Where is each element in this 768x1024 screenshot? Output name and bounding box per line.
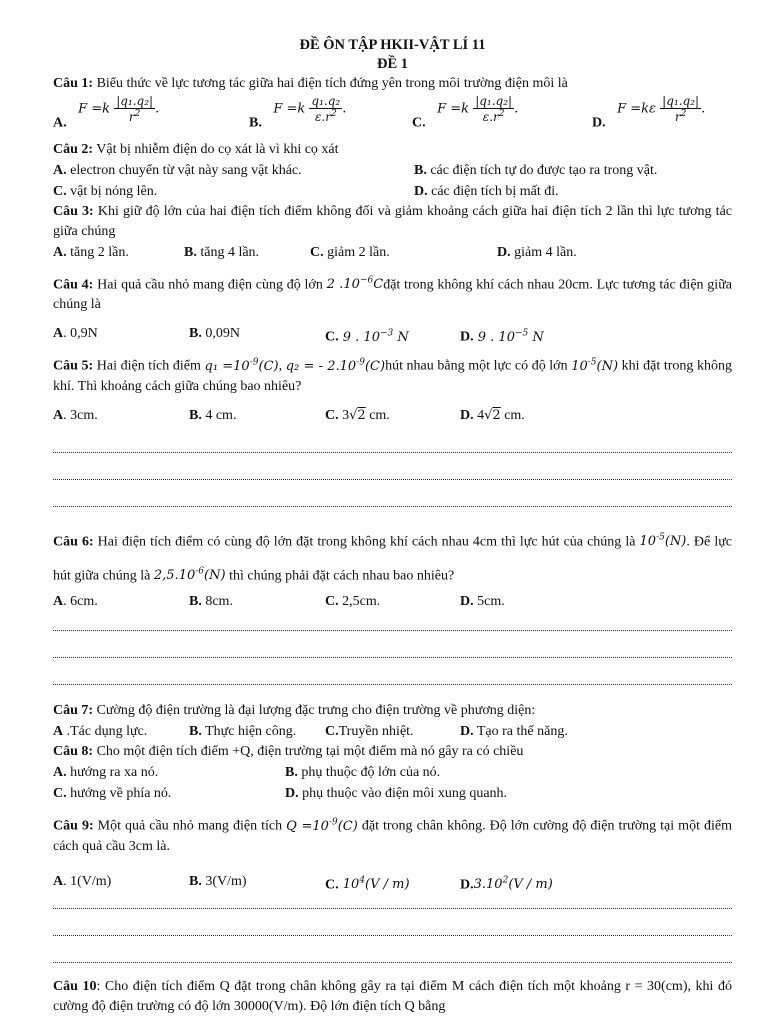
option-6c[interactable]: C. 2,5cm.	[325, 594, 381, 610]
option-7d[interactable]: D. Tạo ra thế năng.	[460, 724, 568, 740]
question-2: Câu 2: Vật bị nhiễm điện do cọ xát là vì khi cọ xát	[53, 142, 339, 157]
question-8-options-row2	[53, 783, 732, 804]
question-4-options	[53, 323, 732, 344]
option-4b[interactable]: B. 0,09N	[189, 326, 240, 342]
option-2b[interactable]: B. các điện tích tự do được tạo ra trong vật.	[414, 163, 658, 178]
option-7a[interactable]: A .Tác dụng lực.	[53, 724, 148, 740]
option-3d[interactable]: D. giảm 4 lần.	[497, 245, 577, 260]
option-6b[interactable]: B. 8cm.	[189, 594, 233, 610]
question-2-options-row1	[53, 160, 732, 181]
answer-line[interactable]	[53, 480, 732, 507]
option-1c[interactable]: C. F =k $\frac{\text{|q₁.q₂|}}{\varepsilon.r^2}$ .	[412, 94, 519, 131]
option-5a[interactable]: A. 3cm.	[53, 407, 98, 423]
question-5: Câu 5: Hai điện tích điểm $q_1 =10^{-9}(C)$, q₂ = - $2.10^{-9}(C)hút$ nhau bằng một lực có độ lớn $10^{-5}(N)$ khi đặt trong không khí. Thì khoảng cách giữa chúng bao nhiêu?	[53, 357, 733, 394]
question-1-options	[53, 94, 732, 140]
option-6d[interactable]: D. 5cm.	[460, 594, 505, 610]
option-8c[interactable]: C. hướng về phía nó.	[53, 786, 172, 802]
option-7c[interactable]: C.Truyền nhiệt.	[325, 724, 414, 740]
answer-line[interactable]	[53, 658, 732, 685]
option-8a[interactable]: A. hướng ra xa nó.	[53, 765, 159, 781]
question-1: Câu 1: Biểu thức về lực tương tác giữa hai điện tích đứng yên trong môi trường điện môi là	[53, 76, 568, 91]
option-3c[interactable]: C. giảm 2 lần.	[310, 245, 390, 260]
option-5d[interactable]: D. 4√2 cm.	[460, 407, 525, 423]
option-9b[interactable]: B. 3(V/m)	[189, 873, 247, 889]
option-9d[interactable]: D.3.10$^2$(V / m)	[460, 875, 553, 892]
formula-d: F =kε $\frac{\text{|q₁.q₂|}}{r^2}$ .	[617, 94, 706, 124]
answer-line[interactable]	[53, 453, 732, 480]
option-1a[interactable]: A. F =k $\frac{\text{|q₁.q₂|}}{r^2}$ .	[53, 94, 160, 131]
option-1b[interactable]: B. F =k $\frac{\text{q₁.q₂}}{\varepsilon.r^2}$ .	[249, 94, 347, 131]
answer-line[interactable]	[53, 612, 732, 631]
question-3-options	[53, 242, 732, 263]
option-3a[interactable]: A. tăng 2 lần.	[53, 245, 129, 260]
option-9a[interactable]: A. 1(V/m)	[53, 873, 112, 889]
option-8b[interactable]: B. phụ thuộc độ lớn của nó.	[285, 765, 441, 781]
answer-line[interactable]	[53, 631, 732, 658]
option-6a[interactable]: A. 6cm.	[53, 594, 98, 610]
formula-b: F =k $\frac{\text{q₁.q₂}}{\varepsilon.r^2}$ .	[273, 94, 347, 124]
option-3b[interactable]: B. tăng 4 lần.	[184, 245, 260, 260]
question-2-options-row2	[53, 181, 732, 202]
answer-line[interactable]	[53, 936, 732, 963]
option-5b[interactable]: B. 4 cm.	[189, 407, 237, 423]
question-5-options	[53, 405, 732, 426]
question-10: Câu 10: Cho điện tích điểm Q đặt trong chân không gây ra tại điểm M cách điện tích một khoảng r = 30(cm), khi đó cường độ điện trường có độ lớn 30000(V/m). Độ lớn điện tích Q bằng	[53, 978, 732, 1014]
option-4d[interactable]: D. 9 . $10^{-5}$ N	[460, 328, 544, 345]
answer-line[interactable]	[53, 909, 732, 936]
option-7b[interactable]: B. Thực hiện công.	[189, 724, 297, 740]
option-4c[interactable]: C. 9 . $10^{-3}$ N	[325, 328, 409, 345]
question-9: Câu 9: Một quả cầu nhỏ mang điện tích $Q =10^{-9}(C)$ đặt trong chân không. Độ lớn cường độ điện trường tại một điểm cách quả cầu 3cm là.	[53, 817, 732, 854]
formula-c: F =k $\frac{\text{|q₁.q₂|}}{\varepsilon.r^2}$ .	[437, 94, 519, 124]
question-7: Câu 7: Cường độ điện trường là đại lượng đặc trưng cho điện trường về phương diện:	[53, 703, 536, 719]
option-5c[interactable]: C. 3√2 cm.	[325, 407, 390, 423]
question-4: Câu 4: Hai quả cầu nhỏ mang điện cùng độ lớn 2 $.10^{-6}Cđặt$ trong không khí cách nhau 20cm. Lực tương tác điện giữa chúng là	[53, 276, 732, 313]
exam-title: ĐỀ ÔN TẬP HKII-VẬT LÍ 11	[299, 37, 486, 53]
question-6: Câu 6: Hai điện tích điểm có cùng độ lớn đặt trong không khí cách nhau 4cm thì lực hút của chúng là $10^{-5}(N)$. Để lực hút giữa chúng là $2,5.10^{-6}(N)$ thì chúng phải đặt cách nhau bao nhiêu?	[53, 532, 733, 584]
answer-line[interactable]	[53, 426, 732, 453]
charge-value: 2 $.10^{-6}C$	[326, 276, 384, 293]
question-9-options	[53, 871, 732, 892]
option-2a[interactable]: A. electron chuyển từ vật này sang vật khác.	[53, 163, 302, 178]
option-1d[interactable]: D. F =kε $\frac{\text{|q₁.q₂|}}{r^2}$ .	[592, 94, 706, 131]
option-2c[interactable]: C. vật bị nóng lên.	[53, 184, 158, 199]
question-8: Câu 8: Cho một điện tích điểm +Q, điện trường tại một điểm mà nó gây ra có chiều	[53, 744, 524, 760]
option-8d[interactable]: D. phụ thuộc vào điện môi xung quanh.	[285, 786, 508, 802]
question-8-options-row1	[53, 762, 732, 783]
formula-a: F =k $\frac{\text{|q₁.q₂|}}{r^2}$ .	[78, 94, 160, 124]
exam-subtitle: ĐỀ 1	[376, 56, 409, 72]
option-2d[interactable]: D. các điện tích bị mất đi.	[414, 184, 559, 199]
exam-page	[53, 36, 732, 1017]
question-3: Câu 3: Khi giữ độ lớn của hai điện tích điểm không đổi và giảm khoảng cách giữa hai điện tích 2 lần thì lực tương tác giữa chúng	[53, 204, 733, 239]
option-4a[interactable]: A. 0,9N	[53, 326, 98, 342]
option-9c[interactable]: C. $10^4(V / m)$	[325, 875, 410, 892]
question-7-options	[53, 721, 732, 742]
question-6-options	[53, 591, 732, 612]
